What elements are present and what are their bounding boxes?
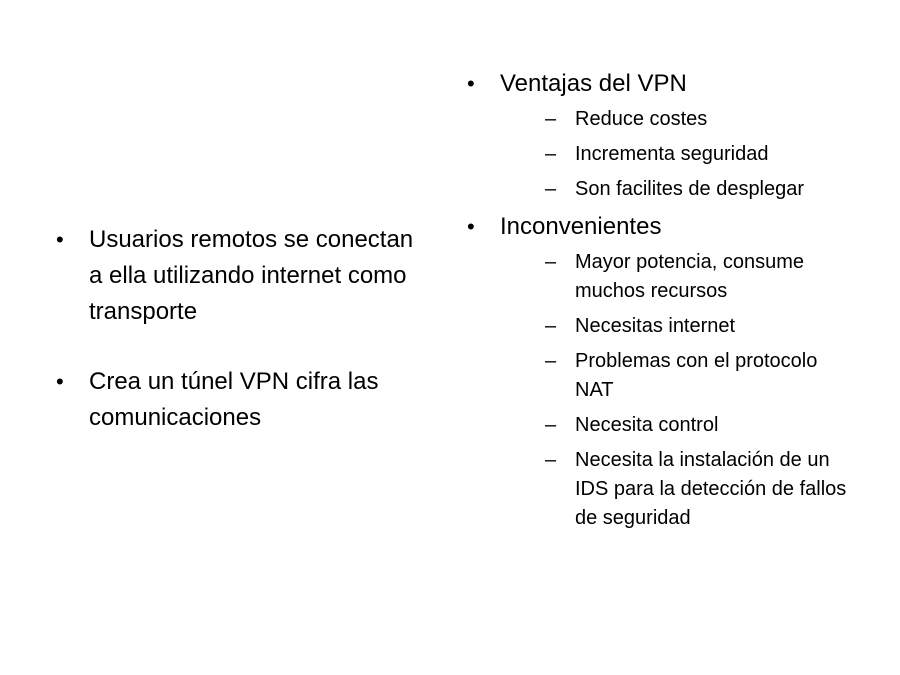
sub-bullet-item xyxy=(500,140,860,169)
sub-bullet-text: Mayor potencia, consume muchos recursos xyxy=(575,251,805,302)
bullet-dot-icon: • xyxy=(467,214,475,239)
sub-bullet-item xyxy=(500,411,860,440)
dash-icon: – xyxy=(545,108,557,130)
section-ventajas xyxy=(465,67,860,204)
dash-icon: – xyxy=(545,315,557,337)
bullet-text: Crea un túnel VPN cifra las comunicaciones xyxy=(89,368,379,431)
ventajas-sublist xyxy=(500,105,860,204)
sub-bullet-item xyxy=(500,347,860,405)
dash-icon: – xyxy=(545,350,557,372)
section-heading: Inconvenientes xyxy=(500,213,662,240)
dash-icon: – xyxy=(545,251,557,273)
bullet-dot-icon: • xyxy=(56,369,64,394)
section-heading: Ventajas del VPN xyxy=(500,70,687,97)
sub-bullet-text: Problemas con el protocolo NAT xyxy=(575,350,818,401)
sub-bullet-item xyxy=(500,248,860,306)
sub-bullet-text: Necesita control xyxy=(575,414,719,436)
inconvenientes-sublist xyxy=(500,248,860,533)
left-bullet-list xyxy=(54,222,424,436)
dash-icon: – xyxy=(545,143,557,165)
sub-bullet-text: Necesitas internet xyxy=(575,315,736,337)
dash-icon: – xyxy=(545,178,557,200)
dash-icon: – xyxy=(545,414,557,436)
bullet-dot-icon: • xyxy=(56,227,64,252)
dash-icon: – xyxy=(545,449,557,471)
left-bullet-item xyxy=(54,222,424,330)
sub-bullet-item xyxy=(500,312,860,341)
sub-bullet-text: Necesita la instalación de un IDS para la detección de fallos de seguridad xyxy=(575,449,847,529)
bullet-text: Usuarios remotos se conectan a ella utilizando internet como transporte xyxy=(89,226,414,325)
right-bullet-list xyxy=(465,67,860,539)
section-inconvenientes xyxy=(465,210,860,533)
sub-bullet-text: Incrementa seguridad xyxy=(575,143,769,165)
sub-bullet-item xyxy=(500,175,860,204)
sub-bullet-item xyxy=(500,446,860,533)
left-bullet-item xyxy=(54,364,424,436)
sub-bullet-text: Son facilites de desplegar xyxy=(575,178,805,200)
bullet-dot-icon: • xyxy=(467,71,475,96)
sub-bullet-item xyxy=(500,105,860,134)
sub-bullet-text: Reduce costes xyxy=(575,108,708,130)
